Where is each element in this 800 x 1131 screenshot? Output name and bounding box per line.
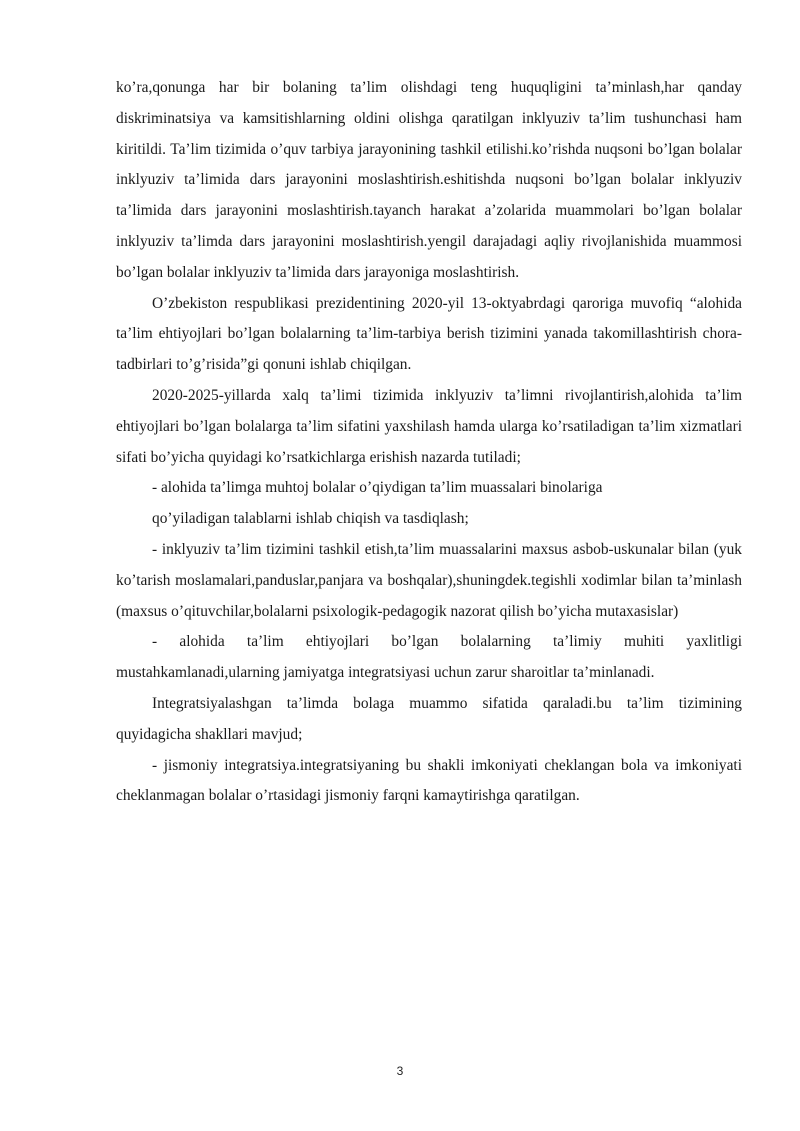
paragraph-integration: Integratsiyalashgan ta’limda bolaga muammo sifatida qaraladi.bu ta’lim tizimining quyidagicha shakllari mavjud; — [116, 694, 742, 743]
paragraph-continuation: ko’ra,qonunga har bir bolaning ta’lim olishdagi teng huquqligini ta’minlash,har qanday diskriminatsiya va kamsitishlarning oldini olishga qaratilgan inklyuziv ta’lim tushunchasi ham kiritildi. Ta’lim tizimida o’quv tarbiya jarayonining tashkil etilishi.ko’rishda nuqsoni bo’lgan bolalar inklyuziv ta’limida dars jarayonini moslashtirish.eshitishda nuqsoni bo’lgan bolalar inklyuziv ta’limida dars jarayonini moslashtirish.tayanch harakat a’zolarida muammolari bo’lgan bolalar inklyuziv ta’limda dars jarayonini moslashtirish.yengil darajadagi aqliy rivojlanishida muammosi bo’lgan bolalar inklyuziv ta’limida dars jarayoniga moslashtirish. — [116, 79, 742, 281]
list-item-environment: - alohida ta’lim ehtiyojlari bo’lgan bolalarning ta’limiy muhiti yaxlitligi mustahkamlanadi,ularning jamiyatga integratsiyasi uchun zarur sharoitlar ta’minlanadi. — [116, 633, 742, 682]
page-number: 3 — [396, 1064, 404, 1078]
paragraph-decree: O’zbekiston respublikasi prezidentining 2020-yil 13-oktyabrdagi qaroriga muvofiq “alohida ta’lim ehtiyojlari bo’lgan bolalarning ta’lim-tarbiya berish tizimini yanada takomillashtirish chora-tadbirlari to’g’risida”gi qonuni ishlab chiqilgan. — [116, 294, 742, 374]
list-item-buildings: - alohida ta’limga muhtoj bolalar o’qiydigan ta’lim muassalari binolariga — [152, 479, 603, 497]
document-body — [116, 73, 742, 812]
paragraph-goals: 2020-2025-yillarda xalq ta’limi tizimida inklyuziv ta’limni rivojlantirish,alohida ta’lim ehtiyojlari bo’lgan bolalarga ta’lim sifatini yaxshilash hamda ularga ko’rsatiladigan ta’lim xizmatlari sifati bo’yicha quyidagi ko’rsatkichlarga erishish nazarda tutiladi; — [116, 386, 742, 466]
list-item-equipment: - inklyuziv ta’lim tizimini tashkil etish,ta’lim muassalarini maxsus asbob-uskunalar bilan (yuk ko’tarish moslamalari,panduslar,panjara va boshqalar),shuningdek.tegishli xodimlar bilan ta’minlash (maxsus o’qituvchilar,bolalarni psixologik-pedagogik nazorat qilish bo’yicha mutaxasislar) — [116, 540, 742, 620]
list-item-buildings-continued: qo’yiladigan talablarni ishlab chiqish va tasdiqlash; — [152, 510, 469, 528]
list-item-physical-integration: - jismoniy integratsiya.integratsiyaning bu shakli imkoniyati cheklangan bola va imkoniyati cheklanmagan bolalar o’rtasidagi jismoniy farqni kamaytirishga qaratilgan. — [116, 756, 742, 805]
